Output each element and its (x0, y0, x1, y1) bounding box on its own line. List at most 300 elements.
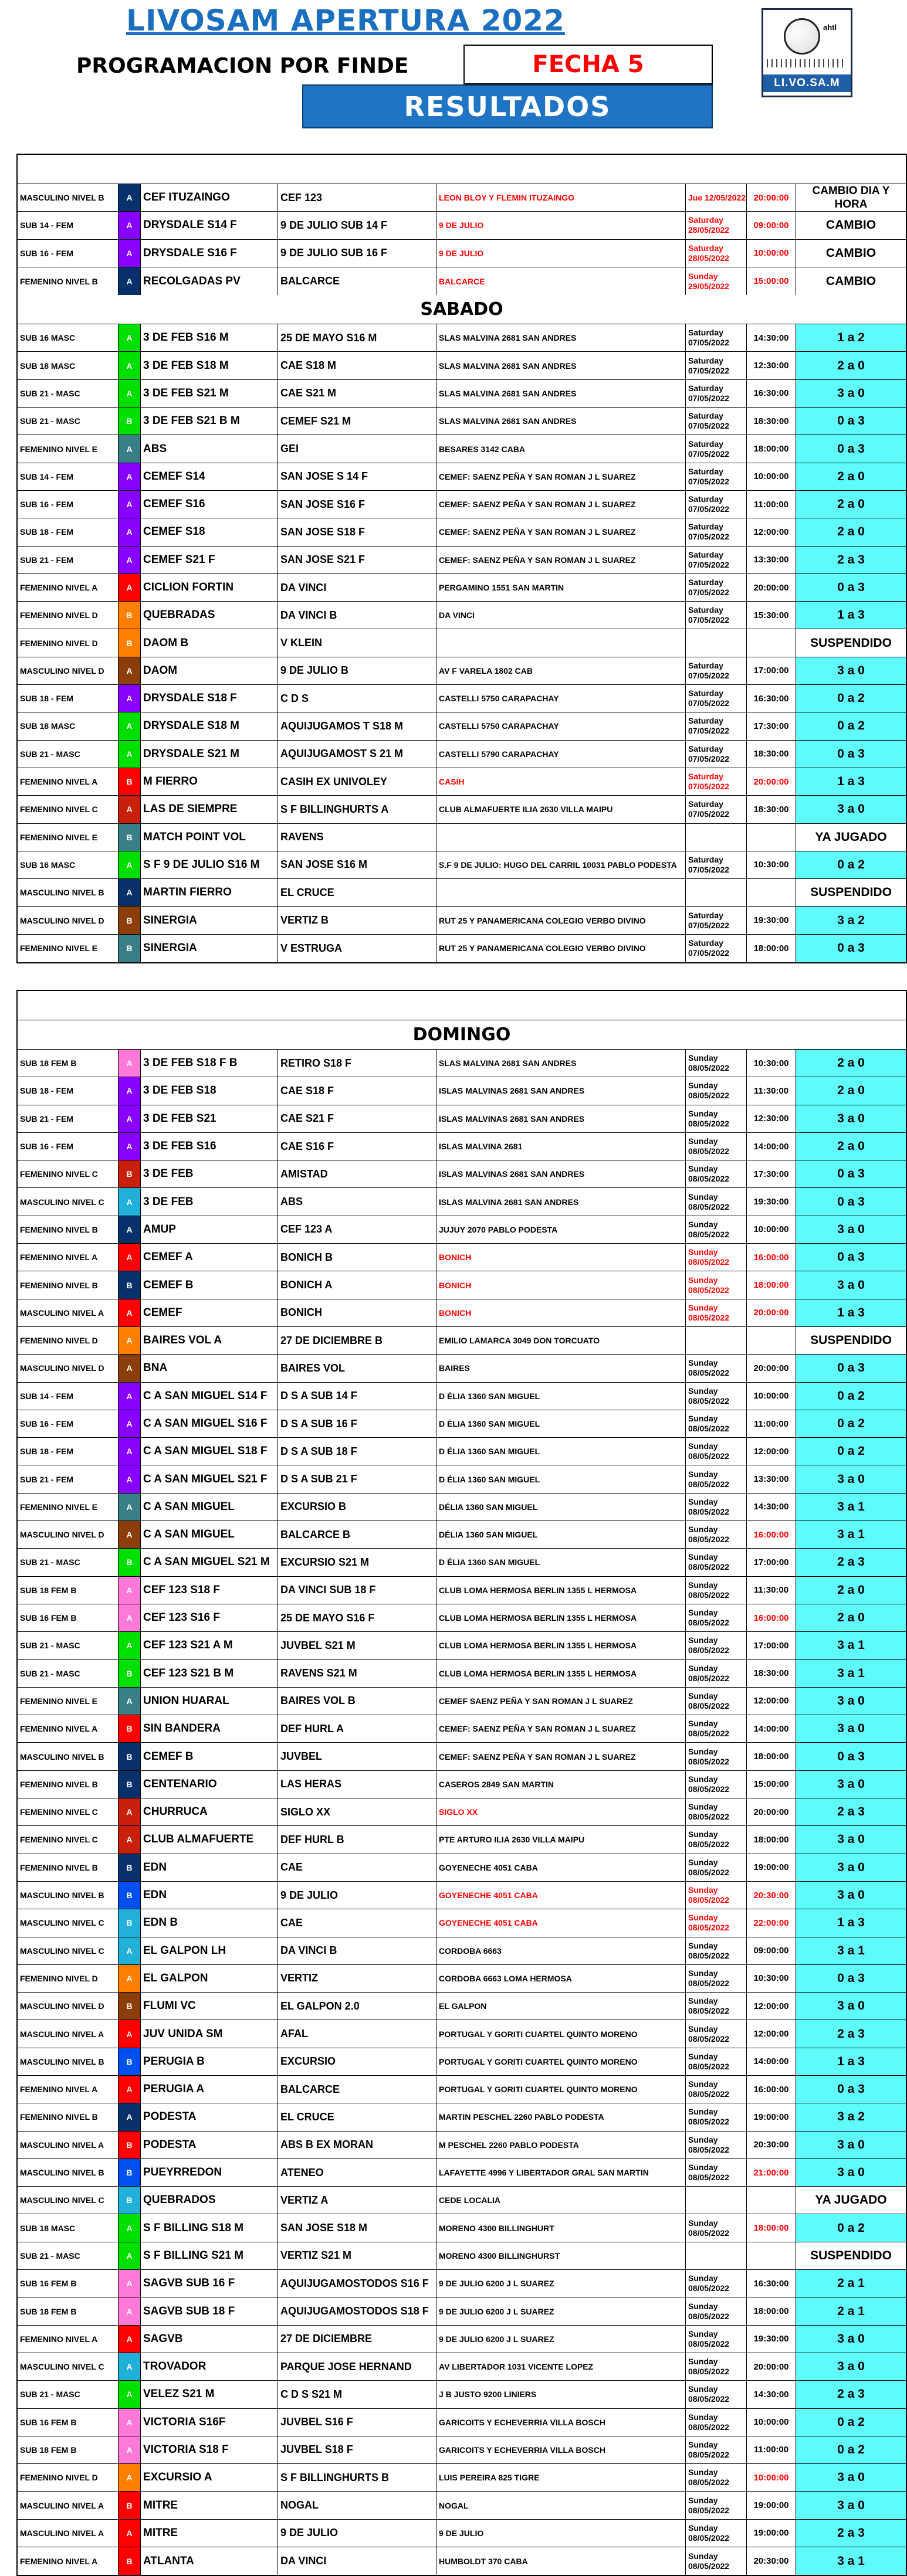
venue-cell: 9 DE JULIO 6200 J L SUAREZ (436, 2326, 686, 2353)
venue-cell: DÉLIA 1360 SAN MIGUEL (436, 1521, 686, 1548)
match-row (18, 1438, 906, 1465)
venue-cell: CLUB LOMA HERMOSA BERLIN 1355 L HERMOSA (436, 1660, 686, 1687)
match-row (18, 1188, 906, 1216)
venue-cell: BONICH (436, 1271, 686, 1298)
level-badge: A (119, 1383, 141, 1410)
home-team-cell: MATCH POINT VOL (141, 824, 278, 851)
date-cell: Saturday 07/05/2022 (686, 657, 747, 684)
volleyball-icon (784, 18, 820, 55)
result-cell: CAMBIO DIA Y HORA (796, 184, 906, 211)
home-team-cell: DRYSDALE S14 F (141, 212, 278, 239)
time-cell: 16:00:00 (747, 1604, 796, 1631)
result-cell: 3 a 0 (796, 1882, 906, 1909)
match-row (18, 1133, 906, 1160)
match-row (18, 574, 906, 602)
home-team-cell: PERUGIA A (141, 2076, 278, 2103)
level-badge: A (119, 1410, 141, 1437)
venue-cell: CEMEF: SAENZ PEÑA Y SAN ROMAN J L SUAREZ (436, 1743, 686, 1770)
time-cell: 10:00:00 (747, 2409, 796, 2436)
result-cell: 3 a 2 (796, 2103, 906, 2130)
category-cell: SUB 21 - FEM (18, 547, 119, 573)
result-cell: 1 a 3 (796, 602, 906, 629)
result-cell: 3 a 0 (796, 2132, 906, 2158)
home-team-cell: C A SAN MIGUEL S16 F (141, 1410, 278, 1437)
away-team-cell: JUVBEL S16 F (278, 2409, 436, 2436)
result-cell: 0 a 2 (796, 2214, 906, 2241)
home-team-cell: SAGVB (141, 2326, 278, 2353)
level-badge: A (119, 657, 141, 684)
away-team-cell: AQUIJUGAMOSTODOS S18 F (278, 2297, 436, 2324)
level-badge: A (119, 574, 141, 601)
match-row (18, 184, 906, 212)
venue-cell: PORTUGAL Y GORITI CUARTEL QUINTO MORENO (436, 2048, 686, 2075)
venue-cell: LAFAYETTE 4996 Y LIBERTADOR GRAL SAN MARTIN (436, 2159, 686, 2186)
category-cell: SUB 21 - MASC (18, 1549, 119, 1576)
match-row (18, 741, 906, 768)
venue-cell: EL GALPON (436, 1993, 686, 2020)
level-badge: B (119, 768, 141, 795)
away-team-cell: 9 DE JULIO B (278, 657, 436, 684)
match-row (18, 1577, 906, 1604)
category-cell: SUB 18 MASC (18, 712, 119, 739)
home-team-cell: CEMEF B (141, 1743, 278, 1770)
home-team-cell: C A SAN MIGUEL S14 F (141, 1383, 278, 1410)
category-cell: FEMENINO NIVEL C (18, 1798, 119, 1825)
time-cell: 12:00:00 (747, 2020, 796, 2047)
category-cell: MASCULINO NIVEL B (18, 1882, 119, 1909)
home-team-cell: DRYSDALE S18 M (141, 712, 278, 739)
venue-cell: PERGAMINO 1551 SAN MARTIN (436, 574, 686, 601)
home-team-cell: C A SAN MIGUEL S21 M (141, 1549, 278, 1576)
venue-cell: DÉLIA 1360 SAN MIGUEL (436, 1494, 686, 1521)
result-cell: 3 a 0 (796, 2353, 906, 2380)
away-team-cell: EL CRUCE (278, 879, 436, 906)
time-cell: 14:30:00 (747, 2381, 796, 2408)
home-team-cell: SAGVB SUB 16 F (141, 2270, 278, 2297)
venue-cell: MORENO 4300 BILLINGHURT (436, 2214, 686, 2241)
level-badge: B (119, 1993, 141, 2020)
result-cell: 3 a 1 (796, 1937, 906, 1964)
away-team-cell: AQUIJUGAMOST S 21 M (278, 741, 436, 768)
result-cell: 3 a 0 (796, 796, 906, 823)
home-team-cell: SINERGIA (141, 935, 278, 962)
date-cell (686, 629, 747, 656)
category-cell: SUB 16 MASC (18, 324, 119, 351)
away-team-cell: BALCARCE B (278, 1521, 436, 1548)
time-cell: 18:00:00 (747, 2297, 796, 2324)
date-cell (686, 824, 747, 851)
result-cell: 3 a 1 (796, 1494, 906, 1521)
livosam-logo (762, 8, 852, 97)
date-cell: Sunday 08/05/2022 (686, 1882, 747, 1909)
date-cell: Saturday 07/05/2022 (686, 796, 747, 823)
level-badge: A (119, 267, 141, 295)
venue-cell: CASEROS 2849 SAN MARTIN (436, 1771, 686, 1798)
time-cell: 18:30:00 (747, 408, 796, 435)
away-team-cell: BONICH A (278, 1271, 436, 1298)
date-cell: Saturday 07/05/2022 (686, 491, 747, 518)
away-team-cell: DA VINCI B (278, 1937, 436, 1964)
away-team-cell: SAN JOSE S16 F (278, 491, 436, 518)
level-badge: A (119, 1937, 141, 1964)
date-cell: Saturday 07/05/2022 (686, 324, 747, 351)
venue-cell: LEON BLOY Y FLEMIN ITUZAINGO (436, 184, 686, 211)
away-team-cell: DA VINCI (278, 574, 436, 601)
category-cell: MASCULINO NIVEL B (18, 879, 119, 906)
category-cell: FEMENINO NIVEL A (18, 574, 119, 601)
result-cell: 3 a 0 (796, 1826, 906, 1853)
match-row (18, 1771, 906, 1798)
venue-cell: CASTELLI 5750 CARAPACHAY (436, 712, 686, 739)
away-team-cell: CAE S16 F (278, 1133, 436, 1160)
home-team-cell: CEMEF S14 (141, 463, 278, 490)
level-badge: B (119, 602, 141, 629)
match-row (18, 2326, 906, 2353)
away-team-cell: RAVENS (278, 824, 436, 851)
away-team-cell: BONICH B (278, 1244, 436, 1271)
away-team-cell: JUVBEL S21 M (278, 1632, 436, 1659)
match-row (18, 602, 906, 629)
venue-cell: NOGAL (436, 2492, 686, 2519)
result-cell: 2 a 0 (796, 352, 906, 379)
category-cell: FEMENINO NIVEL D (18, 1965, 119, 1992)
result-cell: YA JUGADO (796, 824, 906, 851)
level-badge: A (119, 1632, 141, 1659)
away-team-cell: BONICH (278, 1299, 436, 1326)
home-team-cell: CEMEF S21 F (141, 547, 278, 573)
result-cell: 3 a 1 (796, 2547, 906, 2575)
venue-cell: S.F 9 DE JULIO: HUGO DEL CARRIL 10031 PABLO PODESTA (436, 851, 686, 878)
away-team-cell: CAE (278, 1854, 436, 1881)
category-cell: MASCULINO NIVEL B (18, 1743, 119, 1770)
match-row (18, 2242, 906, 2270)
date-cell: Sunday 08/05/2022 (686, 1937, 747, 1964)
date-cell: Saturday 07/05/2022 (686, 435, 747, 462)
result-cell: 1 a 3 (796, 768, 906, 795)
time-cell: 15:00:00 (747, 267, 796, 295)
category-cell: MASCULINO NIVEL D (18, 1521, 119, 1548)
result-cell: 1 a 2 (796, 324, 906, 351)
category-cell: FEMENINO NIVEL D (18, 2464, 119, 2491)
away-team-cell: DA VINCI SUB 18 F (278, 1577, 436, 1604)
category-cell: SUB 18 MASC (18, 352, 119, 379)
level-badge: A (119, 1105, 141, 1132)
match-row (18, 1383, 906, 1410)
date-cell: Sunday 08/05/2022 (686, 2547, 747, 2575)
home-team-cell: 3 DE FEB S18 (141, 1077, 278, 1104)
home-team-cell: PERUGIA B (141, 2048, 278, 2075)
home-team-cell: CHURRUCA (141, 1798, 278, 1825)
away-team-cell: SAN JOSE S18 F (278, 518, 436, 545)
venue-cell: GARICOITS Y ECHEVERRIA VILLA BOSCH (436, 2409, 686, 2436)
page-title: LIVOSAM APERTURA 2022 (126, 4, 565, 38)
home-team-cell: CEMEF B (141, 1271, 278, 1298)
level-badge: A (119, 1826, 141, 1853)
match-row (18, 1465, 906, 1493)
category-cell: MASCULINO NIVEL B (18, 2048, 119, 2075)
result-cell: 3 a 0 (796, 2326, 906, 2353)
level-badge: A (119, 2242, 141, 2269)
result-cell: 3 a 0 (796, 2464, 906, 2491)
level-badge: A (119, 2520, 141, 2547)
away-team-cell: SAN JOSE S16 M (278, 851, 436, 878)
category-cell: SUB 14 - FEM (18, 1383, 119, 1410)
time-cell: 10:30:00 (747, 851, 796, 878)
time-cell: 17:30:00 (747, 1160, 796, 1187)
home-team-cell: LAS DE SIEMPRE (141, 796, 278, 823)
away-team-cell: CEF 123 A (278, 1216, 436, 1243)
schedule-table-domingo (16, 990, 907, 2576)
category-cell: FEMENINO NIVEL E (18, 824, 119, 851)
level-badge: A (119, 463, 141, 490)
match-row (18, 2187, 906, 2214)
match-row (18, 1410, 906, 1438)
match-row (18, 1993, 906, 2020)
category-cell: SUB 16 - FEM (18, 491, 119, 518)
logo-text: LI.VO.SA.M (763, 74, 851, 92)
level-badge: A (119, 2076, 141, 2103)
time-cell: 22:00:00 (747, 1909, 796, 1936)
match-row (18, 1299, 906, 1327)
time-cell: 13:30:00 (747, 1465, 796, 1492)
venue-cell: SIGLO XX (436, 1798, 686, 1825)
time-cell: 10:00:00 (747, 463, 796, 490)
level-badge: A (119, 1438, 141, 1465)
match-row (18, 463, 906, 491)
home-team-cell: M FIERRO (141, 768, 278, 795)
category-cell: FEMENINO NIVEL B (18, 1271, 119, 1298)
away-team-cell: 9 DE JULIO SUB 14 F (278, 212, 436, 239)
result-cell: 3 a 0 (796, 380, 906, 407)
venue-cell: SLAS MALVINA 2681 SAN ANDRES (436, 1050, 686, 1077)
away-team-cell: DA VINCI (278, 2547, 436, 2575)
date-cell: Sunday 08/05/2022 (686, 1438, 747, 1465)
date-cell: Sunday 08/05/2022 (686, 1050, 747, 1077)
category-cell: FEMENINO NIVEL A (18, 768, 119, 795)
match-row (18, 2132, 906, 2159)
venue-cell: PORTUGAL Y GORITI CUARTEL QUINTO MORENO (436, 2076, 686, 2103)
match-row (18, 657, 906, 685)
date-cell: Saturday 07/05/2022 (686, 685, 747, 712)
level-badge: A (119, 212, 141, 239)
venue-cell: D ÉLIA 1360 SAN MIGUEL (436, 1549, 686, 1576)
fecha-label: FECHA 5 (463, 45, 713, 84)
home-team-cell: 3 DE FEB S18 F B (141, 1050, 278, 1077)
time-cell: 16:30:00 (747, 685, 796, 712)
away-team-cell: CAE S21 F (278, 1105, 436, 1132)
venue-cell: D ÉLIA 1360 SAN MIGUEL (436, 1438, 686, 1465)
home-team-cell: C A SAN MIGUEL (141, 1494, 278, 1521)
date-cell: Sunday 08/05/2022 (686, 1271, 747, 1298)
time-cell: 18:00:00 (747, 2214, 796, 2241)
date-cell (686, 879, 747, 906)
home-team-cell: JUV UNIDA SM (141, 2020, 278, 2047)
category-cell: FEMENINO NIVEL B (18, 267, 119, 295)
home-team-cell: C A SAN MIGUEL S21 F (141, 1465, 278, 1492)
venue-cell: LUIS PEREIRA 825 TIGRE (436, 2464, 686, 2491)
category-cell: SUB 16 - FEM (18, 240, 119, 267)
match-row (18, 212, 906, 239)
date-cell: Sunday 08/05/2022 (686, 1160, 747, 1187)
result-cell: 0 a 2 (796, 685, 906, 712)
date-cell: Saturday 07/05/2022 (686, 712, 747, 739)
date-cell (686, 2242, 747, 2269)
result-cell: 2 a 3 (796, 1549, 906, 1576)
match-row (18, 629, 906, 657)
match-row (18, 1549, 906, 1576)
category-cell: FEMENINO NIVEL D (18, 629, 119, 656)
match-row (18, 1826, 906, 1854)
venue-cell: CASIH (436, 768, 686, 795)
date-cell: Saturday 07/05/2022 (686, 768, 747, 795)
results-banner: RESULTADOS (302, 84, 713, 128)
category-cell: SUB 18 FEM B (18, 1050, 119, 1077)
time-cell: 20:00:00 (747, 184, 796, 211)
time-cell: 15:30:00 (747, 602, 796, 629)
match-row (18, 2214, 906, 2242)
venue-cell: 9 DE JULIO 6200 J L SUAREZ (436, 2270, 686, 2297)
match-row (18, 1244, 906, 1271)
home-team-cell: SINERGIA (141, 907, 278, 934)
level-badge: B (119, 1743, 141, 1770)
level-badge: A (119, 240, 141, 267)
result-cell: 1 a 3 (796, 1299, 906, 1326)
home-team-cell: CEMEF S18 (141, 518, 278, 545)
venue-cell: D ÉLIA 1360 SAN MIGUEL (436, 1465, 686, 1492)
home-team-cell: 3 DE FEB S16 (141, 1133, 278, 1160)
level-badge: B (119, 2492, 141, 2519)
away-team-cell: CEF 123 (278, 184, 436, 211)
date-cell: Sunday 08/05/2022 (686, 1632, 747, 1659)
match-row (18, 1688, 906, 1715)
level-badge: A (119, 1133, 141, 1160)
time-cell: 19:30:00 (747, 2326, 796, 2353)
category-cell: SUB 21 - MASC (18, 408, 119, 435)
venue-cell: PTE ARTURO ILIA 2630 VILLA MAIPU (436, 1826, 686, 1853)
match-row (18, 2353, 906, 2381)
match-row (18, 547, 906, 574)
result-cell: 0 a 3 (796, 408, 906, 435)
category-cell: FEMENINO NIVEL A (18, 1715, 119, 1742)
away-team-cell: ATENEO (278, 2159, 436, 2186)
category-cell: FEMENINO NIVEL D (18, 602, 119, 629)
date-cell: Sunday 08/05/2022 (686, 1604, 747, 1631)
home-team-cell: EXCURSIO A (141, 2464, 278, 2491)
date-cell: Sunday 08/05/2022 (686, 2132, 747, 2158)
venue-cell: CEMEF: SAENZ PEÑA Y SAN ROMAN J L SUAREZ (436, 547, 686, 573)
time-cell: 09:00:00 (747, 212, 796, 239)
time-cell: 13:30:00 (747, 547, 796, 573)
date-cell: Sunday 08/05/2022 (686, 1688, 747, 1715)
result-cell: CAMBIO (796, 212, 906, 239)
level-badge: A (119, 2214, 141, 2241)
result-cell: 3 a 0 (796, 1465, 906, 1492)
result-cell: SUSPENDIDO (796, 2242, 906, 2269)
date-cell: Sunday 08/05/2022 (686, 2326, 747, 2353)
venue-cell: BONICH (436, 1244, 686, 1271)
level-badge: A (119, 1965, 141, 1992)
away-team-cell: BAIRES VOL B (278, 1688, 436, 1715)
date-cell: Sunday 08/05/2022 (686, 2436, 747, 2463)
level-badge: A (119, 796, 141, 823)
date-cell: Saturday 07/05/2022 (686, 574, 747, 601)
time-cell: 17:00:00 (747, 1632, 796, 1659)
category-cell: SUB 14 - FEM (18, 212, 119, 239)
date-cell: Sunday 08/05/2022 (686, 1521, 747, 1548)
time-cell: 20:00:00 (747, 768, 796, 795)
level-badge: A (119, 1465, 141, 1492)
home-team-cell: CEF 123 S16 F (141, 1604, 278, 1631)
category-cell: MASCULINO NIVEL B (18, 184, 119, 211)
away-team-cell: AQUIJUGAMOS T S18 M (278, 712, 436, 739)
home-team-cell: DAOM B (141, 629, 278, 656)
category-cell: FEMENINO NIVEL C (18, 1826, 119, 1853)
date-cell: Saturday 07/05/2022 (686, 463, 747, 490)
level-badge: A (119, 518, 141, 545)
venue-cell: CASTELLI 5750 CARAPACHAY (436, 685, 686, 712)
time-cell: 12:00:00 (747, 1438, 796, 1465)
away-team-cell: JUVBEL S18 F (278, 2436, 436, 2463)
result-cell: 0 a 3 (796, 935, 906, 962)
level-badge: B (119, 2187, 141, 2214)
time-cell: 12:00:00 (747, 1993, 796, 2020)
date-cell: Sunday 08/05/2022 (686, 1549, 747, 1576)
level-badge: A (119, 1188, 141, 1215)
time-cell: 11:30:00 (747, 1077, 796, 1104)
category-cell: MASCULINO NIVEL C (18, 1188, 119, 1215)
result-cell: 3 a 0 (796, 1271, 906, 1298)
away-team-cell: EL CRUCE (278, 2103, 436, 2130)
result-cell: 2 a 3 (796, 547, 906, 573)
result-cell: 2 a 0 (796, 1050, 906, 1077)
date-cell: Sunday 08/05/2022 (686, 1077, 747, 1104)
time-cell: 21:00:00 (747, 2159, 796, 2186)
home-team-cell: C A SAN MIGUEL (141, 1521, 278, 1548)
home-team-cell: FLUMI VC (141, 1993, 278, 2020)
date-cell: Sunday 08/05/2022 (686, 2520, 747, 2547)
result-cell: 2 a 1 (796, 2297, 906, 2324)
match-row (18, 1355, 906, 1382)
venue-cell (436, 629, 686, 656)
time-cell: 10:00:00 (747, 240, 796, 267)
category-cell: SUB 18 - FEM (18, 518, 119, 545)
home-team-cell: BNA (141, 1355, 278, 1382)
category-cell: FEMENINO NIVEL C (18, 796, 119, 823)
away-team-cell: AQUIJUGAMOSTODOS S16 F (278, 2270, 436, 2297)
result-cell: 0 a 3 (796, 1743, 906, 1770)
match-row (18, 240, 906, 267)
table-spacer (18, 991, 906, 1020)
match-row (18, 2547, 906, 2575)
level-badge: A (119, 1299, 141, 1326)
level-badge: B (119, 1771, 141, 1798)
category-cell: SUB 18 - FEM (18, 1077, 119, 1104)
home-team-cell: 3 DE FEB S18 M (141, 352, 278, 379)
level-badge: A (119, 879, 141, 906)
venue-cell: 9 DE JULIO (436, 2520, 686, 2547)
category-cell: MASCULINO NIVEL D (18, 1355, 119, 1382)
time-cell: 17:00:00 (747, 657, 796, 684)
category-cell: MASCULINO NIVEL B (18, 2159, 119, 2186)
venue-cell: CEDE LOCALIA (436, 2187, 686, 2214)
time-cell: 18:00:00 (747, 1743, 796, 1770)
date-cell: Sunday 08/05/2022 (686, 2076, 747, 2103)
date-cell: Sunday 08/05/2022 (686, 1577, 747, 1604)
away-team-cell: EXCURSIO B (278, 1494, 436, 1521)
date-cell: Saturday 28/05/2022 (686, 212, 747, 239)
match-row (18, 935, 906, 962)
away-team-cell: BALCARCE (278, 267, 436, 295)
